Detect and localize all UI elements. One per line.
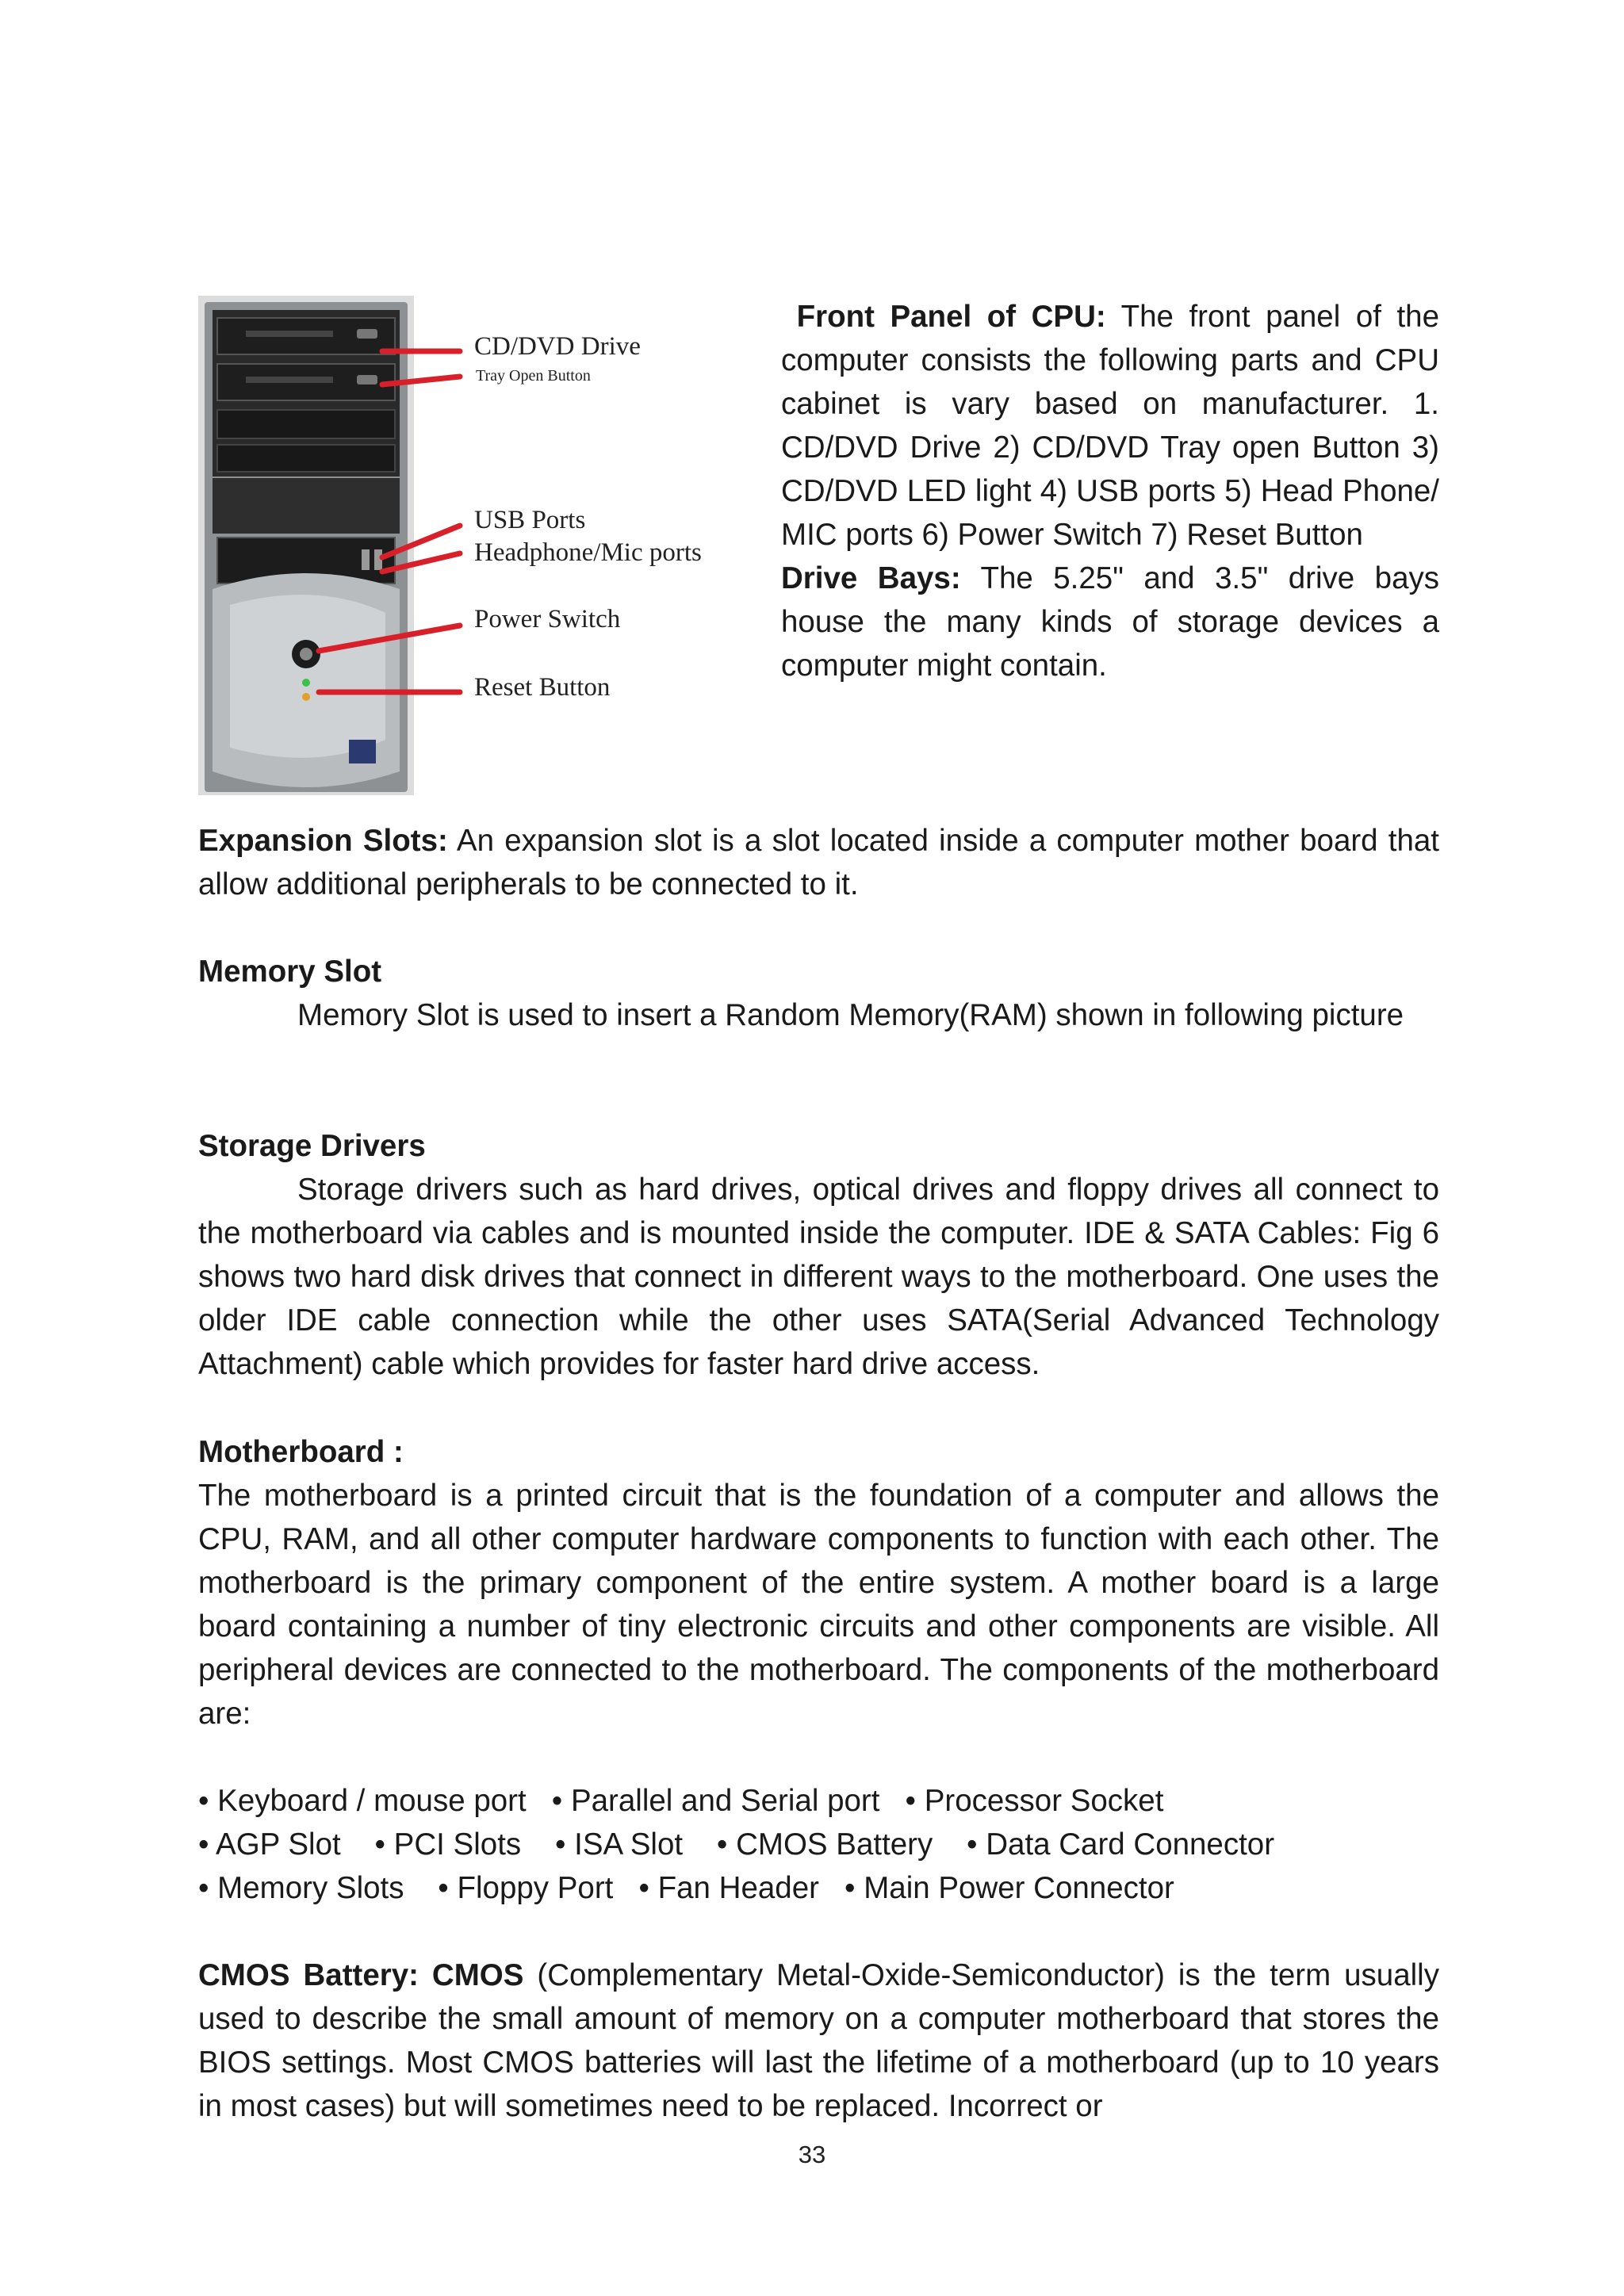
drive-bays-body: The 5.25" and 3.5" drive bays house the many kinds of storage devices a computer might contain. xyxy=(781,561,1439,683)
front-panel-body: The front panel of the computer consists the following parts and CPU cabinet is vary based on manufacturer. 1. CD/DVD Drive 2) CD/DVD Tray open Button 3) CD/DVD LED light 4) USB ports 5) Head Phone/ MIC ports 6) Power Switch 7) Reset Button xyxy=(781,300,1439,552)
cmos-battery-section xyxy=(198,1954,1439,2128)
list-item: • Parallel and Serial port xyxy=(551,1784,880,1818)
list-item: • ISA Slot xyxy=(554,1827,684,1862)
list-item: • AGP Slot xyxy=(198,1827,341,1862)
cmos-battery-body: (Complementary Metal-Oxide-Semiconductor) is the term usually used to describe the small amount of memory on a computer motherboard that stores the BIOS settings. Most CMOS batteries will last the lifetime of a motherboard (up to 10 years in most cases) but will sometimes need to be replaced. Incorrect or xyxy=(198,1958,1439,2123)
memory-slot-section xyxy=(198,950,1439,1037)
storage-drivers-heading: Storage Drivers xyxy=(198,1129,426,1163)
motherboard-components-list xyxy=(198,1779,1439,1910)
list-item: • CMOS Battery xyxy=(716,1827,933,1862)
drive-bays-paragraph xyxy=(781,557,1439,687)
list-item: • Data Card Connector xyxy=(967,1827,1275,1862)
list-item: • PCI Slots xyxy=(374,1827,522,1862)
drive-bays-heading: Drive Bays: xyxy=(781,561,961,595)
motherboard-heading: Motherboard : xyxy=(198,1435,404,1469)
callout-reset-button: Reset Button xyxy=(474,673,611,702)
memory-slot-body: Memory Slot is used to insert a Random Memory(RAM) shown in following picture xyxy=(297,998,1404,1032)
callout-tray-open-button: Tray Open Button xyxy=(476,367,591,385)
front-panel-section xyxy=(781,295,1439,687)
list-item: • Processor Socket xyxy=(905,1784,1164,1818)
expansion-slots-heading: Expansion Slots: xyxy=(198,824,448,858)
list-item: • Fan Header xyxy=(638,1871,819,1905)
storage-drivers-section xyxy=(198,1124,1439,1386)
components-line-2 xyxy=(198,1823,1439,1866)
motherboard-body: The motherboard is a printed circuit that is the foundation of a computer and allows the CPU, RAM, and all other computer hardware components to function with each other. The motherboard is the primary component of the entire system. A mother board is a large board containing a number of tiny electronic circuits and other components are visible. All peripheral devices are connected to the motherboard. The components of the motherboard are: xyxy=(198,1479,1439,1731)
list-item: • Floppy Port xyxy=(438,1871,614,1905)
callout-power-switch: Power Switch xyxy=(474,605,621,633)
list-item: • Main Power Connector xyxy=(845,1871,1174,1905)
callout-cd-dvd-drive: CD/DVD Drive xyxy=(474,332,641,361)
page-number: 33 xyxy=(798,2141,826,2168)
front-panel-heading: Front Panel of CPU: xyxy=(796,300,1106,334)
cpu-front-panel-figure xyxy=(198,296,745,795)
expansion-slots-section xyxy=(198,819,1439,906)
list-item: • Memory Slots xyxy=(198,1871,404,1905)
callout-headphone-mic-ports: Headphone/Mic ports xyxy=(474,538,702,567)
expansion-slots-body: An expansion slot is a slot located inside a computer mother board that allow additional peripherals to be connected to it. xyxy=(198,824,1439,901)
motherboard-section xyxy=(198,1430,1439,1735)
cmos-battery-heading: CMOS Battery: CMOS xyxy=(198,1958,524,1992)
memory-slot-heading: Memory Slot xyxy=(198,955,382,989)
list-item: • Keyboard / mouse port xyxy=(198,1784,527,1818)
storage-drivers-body: Storage drivers such as hard drives, optical drives and floppy drives all connect to the motherboard via cables and is mounted inside the computer. IDE & SATA Cables: Fig 6 shows two hard disk drives that connect in different ways to the motherboard. One uses the older IDE cable connection while the other uses SATA(Serial Advanced Technology Attachment) cable which provides for faster hard drive access. xyxy=(198,1173,1439,1381)
components-line-3 xyxy=(198,1866,1439,1910)
components-line-1 xyxy=(198,1779,1439,1823)
callout-usb-ports: USB Ports xyxy=(474,506,586,534)
front-panel-paragraph xyxy=(781,295,1439,557)
